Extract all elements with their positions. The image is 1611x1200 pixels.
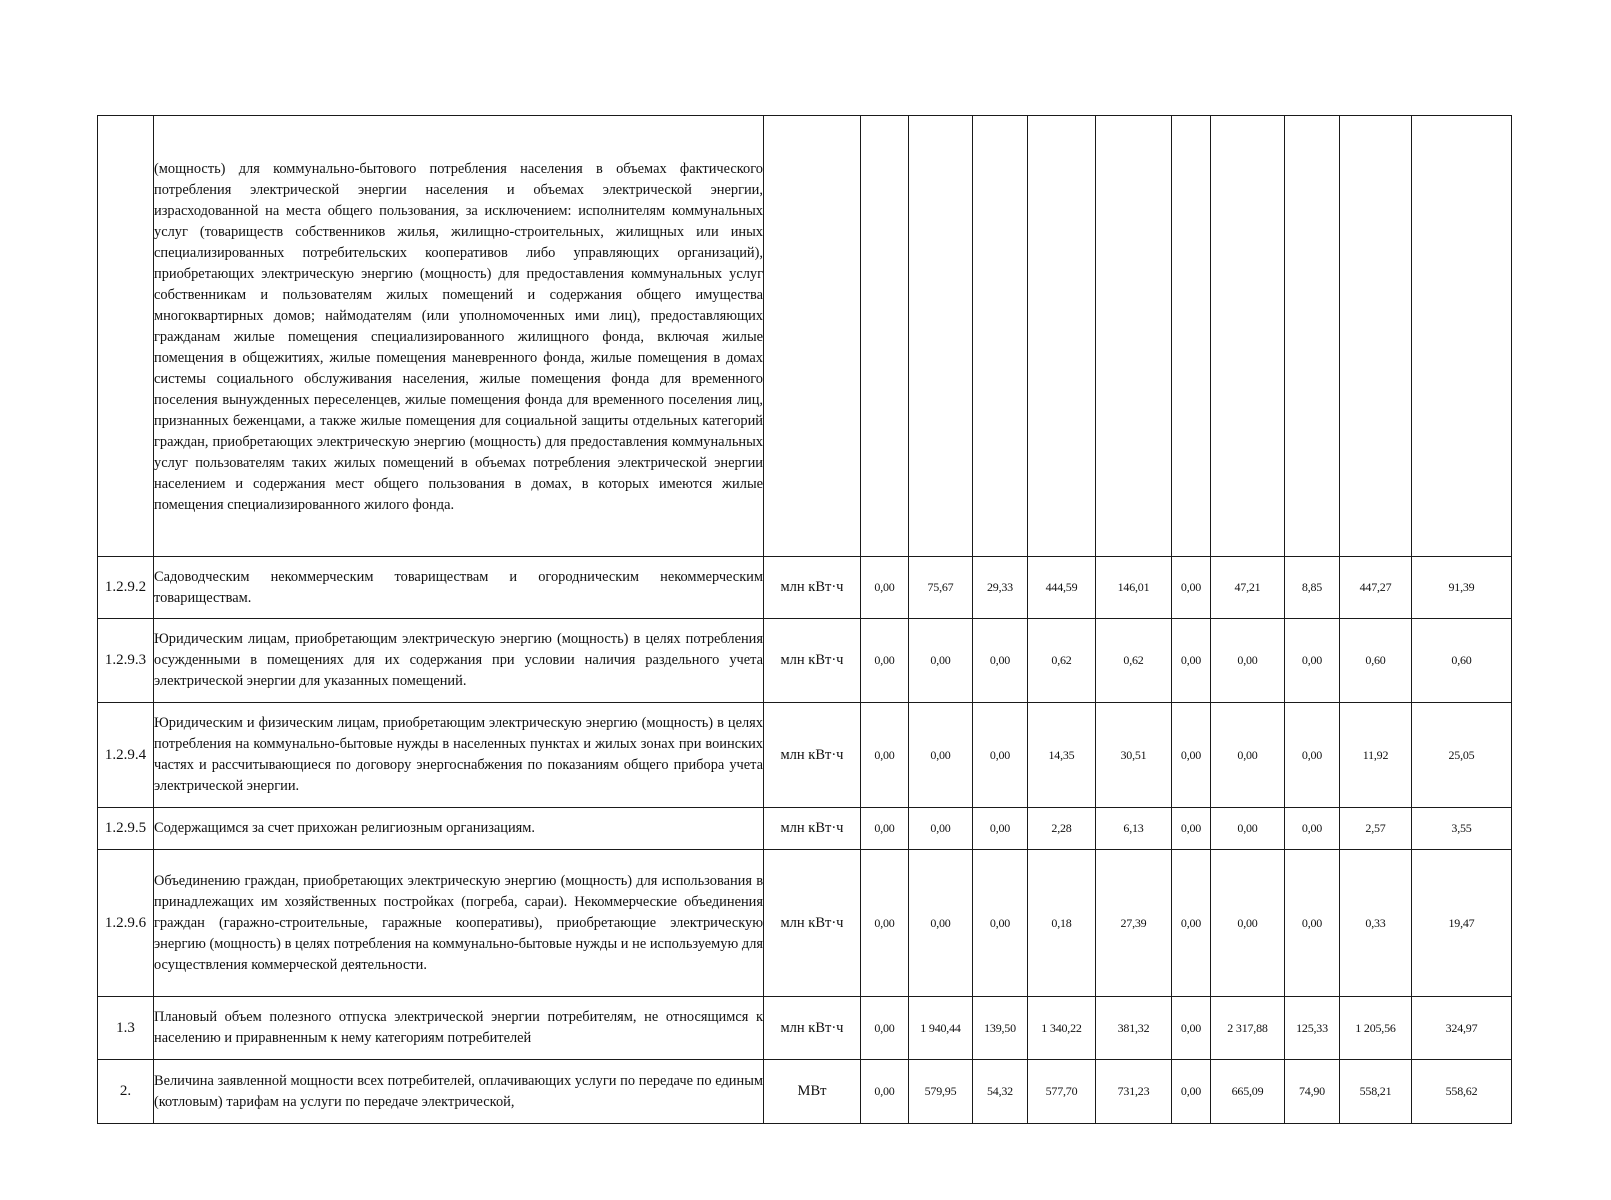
value-cell: 125,33 bbox=[1285, 997, 1340, 1060]
row-unit: млн кВт·ч bbox=[764, 619, 861, 703]
value-cell: 2,57 bbox=[1340, 808, 1412, 850]
value-cell bbox=[1285, 116, 1340, 557]
value-cell: 0,00 bbox=[861, 703, 909, 808]
value-cell: 0,00 bbox=[1285, 808, 1340, 850]
value-cell: 381,32 bbox=[1096, 997, 1172, 1060]
value-cell: 54,32 bbox=[973, 1060, 1028, 1124]
row-description: Юридическим лицам, приобретающим электрическую энергию (мощность) в целях потребления осужденными в помещениях для их содержания при условии наличия раздельного учета электрической энергии для указанных помещений. bbox=[154, 619, 764, 703]
row-unit: млн кВт·ч bbox=[764, 557, 861, 619]
value-cell: 447,27 bbox=[1340, 557, 1412, 619]
row-number: 1.2.9.6 bbox=[98, 850, 154, 997]
value-cell: 558,62 bbox=[1412, 1060, 1512, 1124]
table-row bbox=[98, 850, 1512, 997]
value-cell: 0,00 bbox=[1172, 997, 1211, 1060]
value-cell: 11,92 bbox=[1340, 703, 1412, 808]
value-cell: 0,00 bbox=[973, 703, 1028, 808]
value-cell: 146,01 bbox=[1096, 557, 1172, 619]
table-row bbox=[98, 1060, 1512, 1124]
value-cell: 14,35 bbox=[1028, 703, 1096, 808]
value-cell: 558,21 bbox=[1340, 1060, 1412, 1124]
row-number bbox=[98, 116, 154, 557]
value-cell bbox=[1340, 116, 1412, 557]
value-cell: 8,85 bbox=[1285, 557, 1340, 619]
row-number: 1.3 bbox=[98, 997, 154, 1060]
value-cell: 74,90 bbox=[1285, 1060, 1340, 1124]
value-cell: 0,62 bbox=[1096, 619, 1172, 703]
value-cell: 6,13 bbox=[1096, 808, 1172, 850]
row-unit: МВт bbox=[764, 1060, 861, 1124]
value-cell: 0,00 bbox=[1285, 703, 1340, 808]
value-cell: 91,39 bbox=[1412, 557, 1512, 619]
value-cell: 0,00 bbox=[1211, 619, 1285, 703]
value-cell: 0,00 bbox=[1285, 619, 1340, 703]
value-cell bbox=[861, 116, 909, 557]
value-cell: 1 340,22 bbox=[1028, 997, 1096, 1060]
value-cell: 139,50 bbox=[973, 997, 1028, 1060]
value-cell: 0,00 bbox=[861, 557, 909, 619]
value-cell: 0,00 bbox=[909, 619, 973, 703]
value-cell: 30,51 bbox=[1096, 703, 1172, 808]
row-description: Плановый объем полезного отпуска электрической энергии потребителям, не относящимся к населению и приравненным к нему категориям потребителей bbox=[154, 997, 764, 1060]
value-cell: 47,21 bbox=[1211, 557, 1285, 619]
value-cell: 0,00 bbox=[1285, 850, 1340, 997]
value-cell: 3,55 bbox=[1412, 808, 1512, 850]
value-cell: 25,05 bbox=[1412, 703, 1512, 808]
value-cell: 0,00 bbox=[1172, 1060, 1211, 1124]
row-description: Юридическим и физическим лицам, приобретающим электрическую энергию (мощность) в целях потребления на коммунально-бытовые нужды в населенных пунктах и жилых зонах при воинских частях и рассчитывающиеся по договору энергоснабжения по показаниям общего прибора учета электрической энергии. bbox=[154, 703, 764, 808]
value-cell: 0,18 bbox=[1028, 850, 1096, 997]
value-cell: 324,97 bbox=[1412, 997, 1512, 1060]
value-cell: 1 940,44 bbox=[909, 997, 973, 1060]
value-cell: 0,00 bbox=[973, 850, 1028, 997]
value-cell: 29,33 bbox=[973, 557, 1028, 619]
row-number: 2. bbox=[98, 1060, 154, 1124]
table-row bbox=[98, 557, 1512, 619]
value-cell bbox=[1096, 116, 1172, 557]
row-description: Величина заявленной мощности всех потребителей, оплачивающих услуги по передаче по единым (котловым) тарифам на услуги по передаче электрической, bbox=[154, 1060, 764, 1124]
value-cell: 0,62 bbox=[1028, 619, 1096, 703]
value-cell: 0,00 bbox=[861, 808, 909, 850]
value-cell: 0,00 bbox=[1172, 850, 1211, 997]
row-description: Содержащимся за счет прихожан религиозным организациям. bbox=[154, 808, 764, 850]
value-cell: 0,00 bbox=[1211, 808, 1285, 850]
value-cell bbox=[973, 116, 1028, 557]
row-unit: млн кВт·ч bbox=[764, 997, 861, 1060]
value-cell bbox=[1211, 116, 1285, 557]
row-description: (мощность) для коммунально-бытового потребления населения в объемах фактического потребления электрической энергии населения и объемах электрической энергии, израсходованной на места общего пользования, за исключением: исполнителям коммунальных услуг (товариществ собственников жилья, жилищно-строительных, жилищных или иных специализированных потребительских кооперативов либо управляющих организаций), приобретающих электрическую энергию (мощность) для предоставления коммунальных услуг собственникам и пользователям жилых помещений и содержания общего имущества многоквартирных домов; наймодателям (или уполномоченных ими лиц), предоставляющих гражданам жилые помещения специализированного жилищного фонда, включая жилые помещения в общежитиях, жилые помещения маневренного фонда, жилые помещения в домах системы социального обслуживания населения, жилые помещения фонда для временного поселения вынужденных переселенцев, жилые помещения фонда для временного поселения лиц, признанных беженцами, а также жилые помещения для социальной защиты отдельных категорий граждан, приобретающих электрическую энергию (мощность) для предоставления коммунальных услуг пользователям таких жилых помещений в объемах потребления электрической энергии населением и содержания мест общего пользования в домах, в которых имеются жилые помещения специализированного жилого фонда. bbox=[154, 116, 764, 557]
value-cell: 27,39 bbox=[1096, 850, 1172, 997]
table-row bbox=[98, 808, 1512, 850]
value-cell: 0,00 bbox=[1172, 557, 1211, 619]
table-row bbox=[98, 997, 1512, 1060]
value-cell: 0,00 bbox=[1211, 703, 1285, 808]
value-cell: 579,95 bbox=[909, 1060, 973, 1124]
value-cell: 19,47 bbox=[1412, 850, 1512, 997]
row-number: 1.2.9.4 bbox=[98, 703, 154, 808]
value-cell: 2,28 bbox=[1028, 808, 1096, 850]
value-cell: 0,00 bbox=[1172, 619, 1211, 703]
value-cell: 0,00 bbox=[861, 1060, 909, 1124]
value-cell: 0,00 bbox=[909, 703, 973, 808]
row-unit: млн кВт·ч bbox=[764, 703, 861, 808]
value-cell: 0,33 bbox=[1340, 850, 1412, 997]
value-cell: 0,00 bbox=[1211, 850, 1285, 997]
value-cell bbox=[1412, 116, 1512, 557]
value-cell: 0,00 bbox=[1172, 808, 1211, 850]
row-unit: млн кВт·ч bbox=[764, 808, 861, 850]
value-cell: 0,00 bbox=[861, 850, 909, 997]
value-cell: 665,09 bbox=[1211, 1060, 1285, 1124]
value-cell: 75,67 bbox=[909, 557, 973, 619]
value-cell: 0,00 bbox=[861, 997, 909, 1060]
row-number: 1.2.9.2 bbox=[98, 557, 154, 619]
row-description: Объединению граждан, приобретающих электрическую энергию (мощность) для использования в принадлежащих им хозяйственных постройках (погреба, сараи). Некоммерческие объединения граждан (гаражно-строительные, гаражные кооперативы), приобретающие электрическую энергию (мощность) в целях потребления на коммунально-бытовые нужды и не используемую для осуществления коммерческой деятельности. bbox=[154, 850, 764, 997]
value-cell: 577,70 bbox=[1028, 1060, 1096, 1124]
value-cell: 731,23 bbox=[1096, 1060, 1172, 1124]
row-description: Садоводческим некоммерческим товариществам и огородническим некоммерческим товариществам. bbox=[154, 557, 764, 619]
value-cell: 2 317,88 bbox=[1211, 997, 1285, 1060]
row-unit bbox=[764, 116, 861, 557]
tariff-table bbox=[97, 115, 1512, 1124]
table-row bbox=[98, 703, 1512, 808]
value-cell: 444,59 bbox=[1028, 557, 1096, 619]
value-cell: 0,00 bbox=[973, 808, 1028, 850]
table-row bbox=[98, 619, 1512, 703]
value-cell: 0,00 bbox=[861, 619, 909, 703]
value-cell: 0,60 bbox=[1412, 619, 1512, 703]
table-body bbox=[98, 116, 1512, 1124]
value-cell bbox=[1172, 116, 1211, 557]
row-number: 1.2.9.3 bbox=[98, 619, 154, 703]
value-cell: 0,00 bbox=[973, 619, 1028, 703]
row-unit: млн кВт·ч bbox=[764, 850, 861, 997]
value-cell: 0,00 bbox=[1172, 703, 1211, 808]
value-cell: 1 205,56 bbox=[1340, 997, 1412, 1060]
value-cell: 0,00 bbox=[909, 850, 973, 997]
row-number: 1.2.9.5 bbox=[98, 808, 154, 850]
table-row bbox=[98, 116, 1512, 557]
value-cell bbox=[909, 116, 973, 557]
value-cell: 0,60 bbox=[1340, 619, 1412, 703]
value-cell bbox=[1028, 116, 1096, 557]
value-cell: 0,00 bbox=[909, 808, 973, 850]
